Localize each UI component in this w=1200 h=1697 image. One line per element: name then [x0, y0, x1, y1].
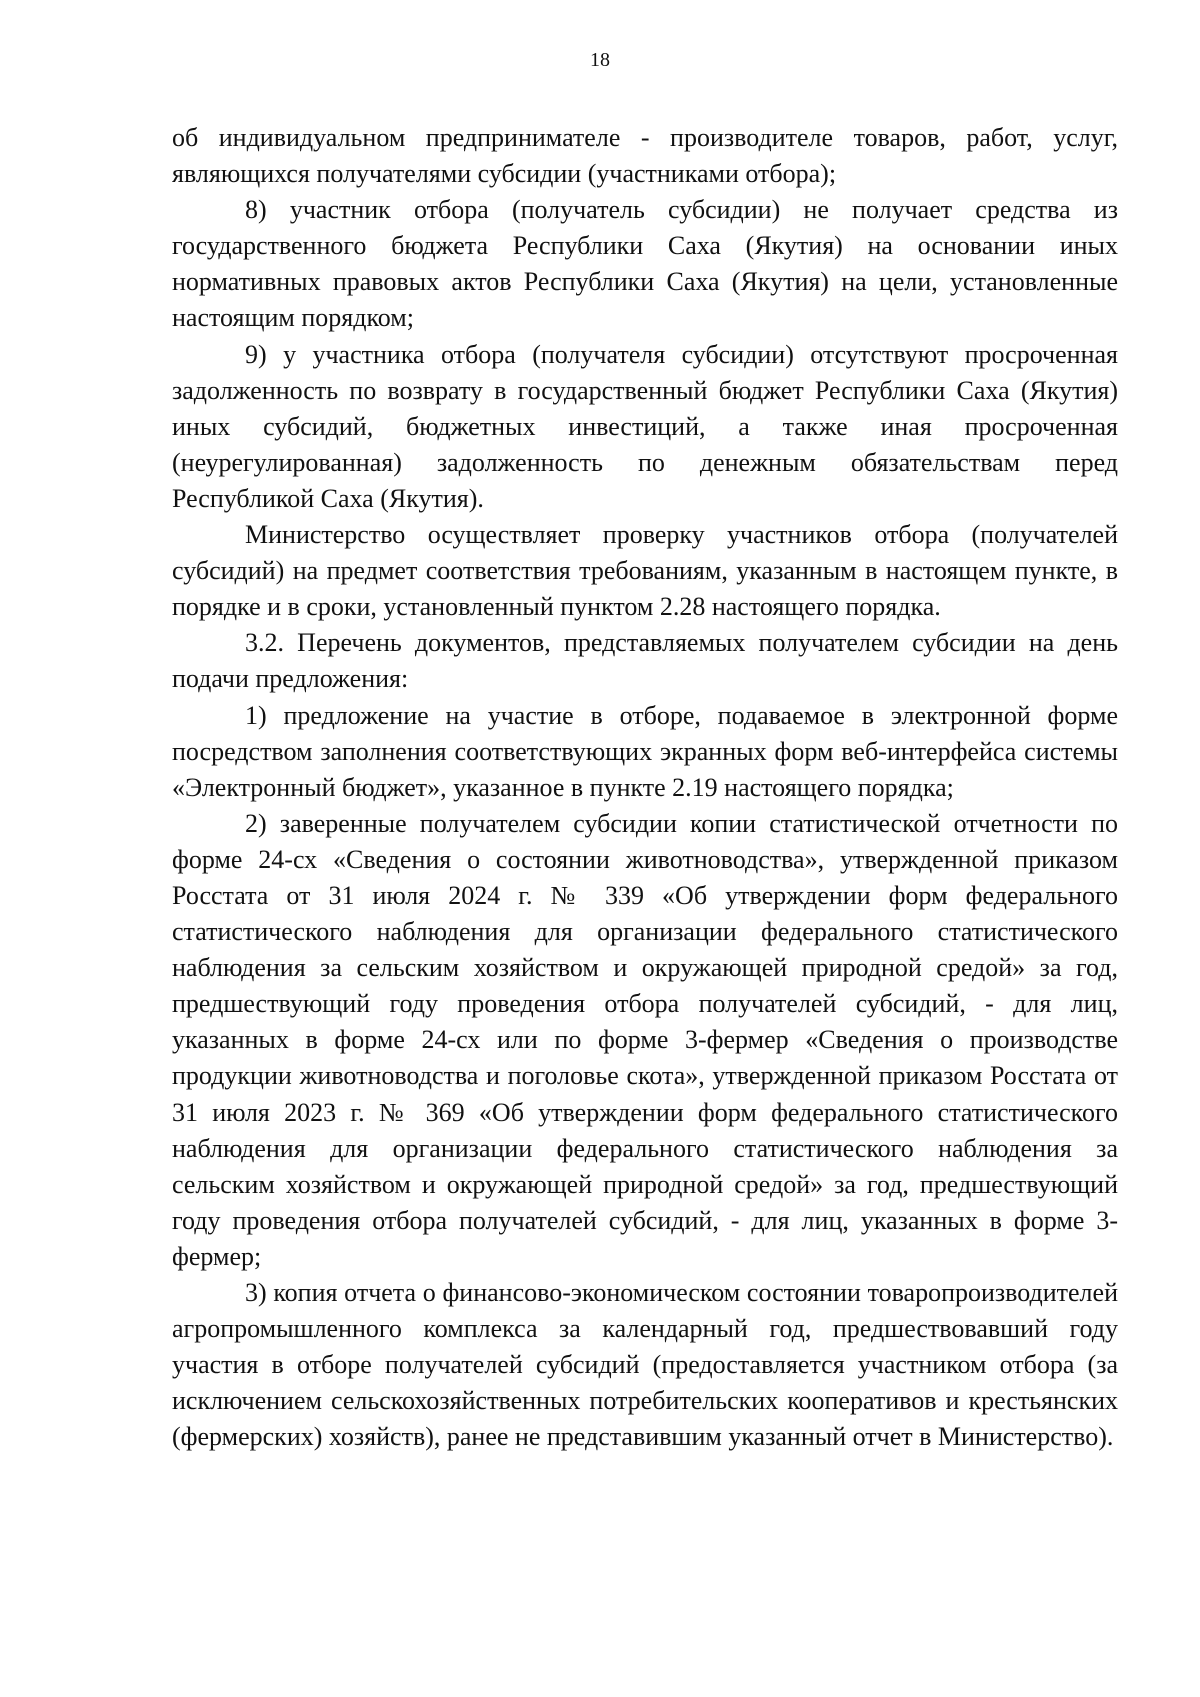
page-number: 18 [590, 49, 610, 71]
document-body [172, 120, 1118, 1455]
paragraph-doc-item-3: 3) копия отчета о финансово-экономическом состоянии товаропроизводителей агропромышленного комплекса за календарный год, предшествовавший году участия в отборе получателей субсидий (предоставляется участником отбора (за исключением сельскохозяйственных потребительских кооперативов и крестьянских (фермерских) хозяйств), ранее не представившим указанный отчет в Министерство). [172, 1278, 1118, 1452]
paragraph-continuation: об индивидуальном предпринимателе - производителе товаров, работ, услуг, являющихся получателями субсидии (участниками отбора); [172, 123, 1118, 189]
paragraph-item-8: 8) участник отбора (получатель субсидии) не получает средства из государственного бюджета Республики Саха (Якутия) на основании иных нормативных правовых актов Республики Саха (Якутия) на цели, установленные настоящим порядком; [172, 195, 1118, 333]
paragraph-doc-item-2: 2) заверенные получателем субсидии копии статистической отчетности по форме 24-сх «Сведения о состоянии животноводства», утвержденной приказом Росстата от 31 июля 2024 г. № 339 «Об утверждении форм федерального статистического наблюдения для организации федерального статистического наблюдения за сельским хозяйством и окружающей природной средой» за год, предшествующий году проведения отбора получателей субсидий, - для лиц, указанных в форме 24-сх или по форме 3-фермер «Сведения о производстве продукции животноводства и поголовье скота», утвержденной приказом Росстата от 31 июля 2023 г. № 369 «Об утверждении форм федерального статистического наблюдения для организации федерального статистического наблюдения за сельским хозяйством и окружающей природной средой» за год, предшествующий году проведения отбора получателей субсидий, - для лиц, указанных в форме 3-фермер; [172, 808, 1118, 1271]
paragraph-ministry-check: Министерство осуществляет проверку участников отбора (получателей субсидий) на предмет соответствия требованиям, указанным в настоящем пункте, в порядке и в сроки, установленный пунктом 2.28 настоящего порядка. [172, 520, 1118, 622]
paragraph-section-3-2: 3.2. Перечень документов, представляемых получателем субсидии на день подачи предложения: [172, 628, 1118, 694]
paragraph-doc-item-1: 1) предложение на участие в отборе, подаваемое в электронной форме посредством заполнения соответствующих экранных форм веб-интерфейса системы «Электронный бюджет», указанное в пункте 2.19 настоящего порядка; [172, 700, 1118, 802]
paragraph-item-9: 9) у участника отбора (получателя субсидии) отсутствуют просроченная задолженность по возврату в государственный бюджет Республики Саха (Якутия) иных субсидий, бюджетных инвестиций, а также иная просроченная (неурегулированная) задолженность по денежным обязательствам перед Республикой Саха (Якутия). [172, 339, 1118, 513]
